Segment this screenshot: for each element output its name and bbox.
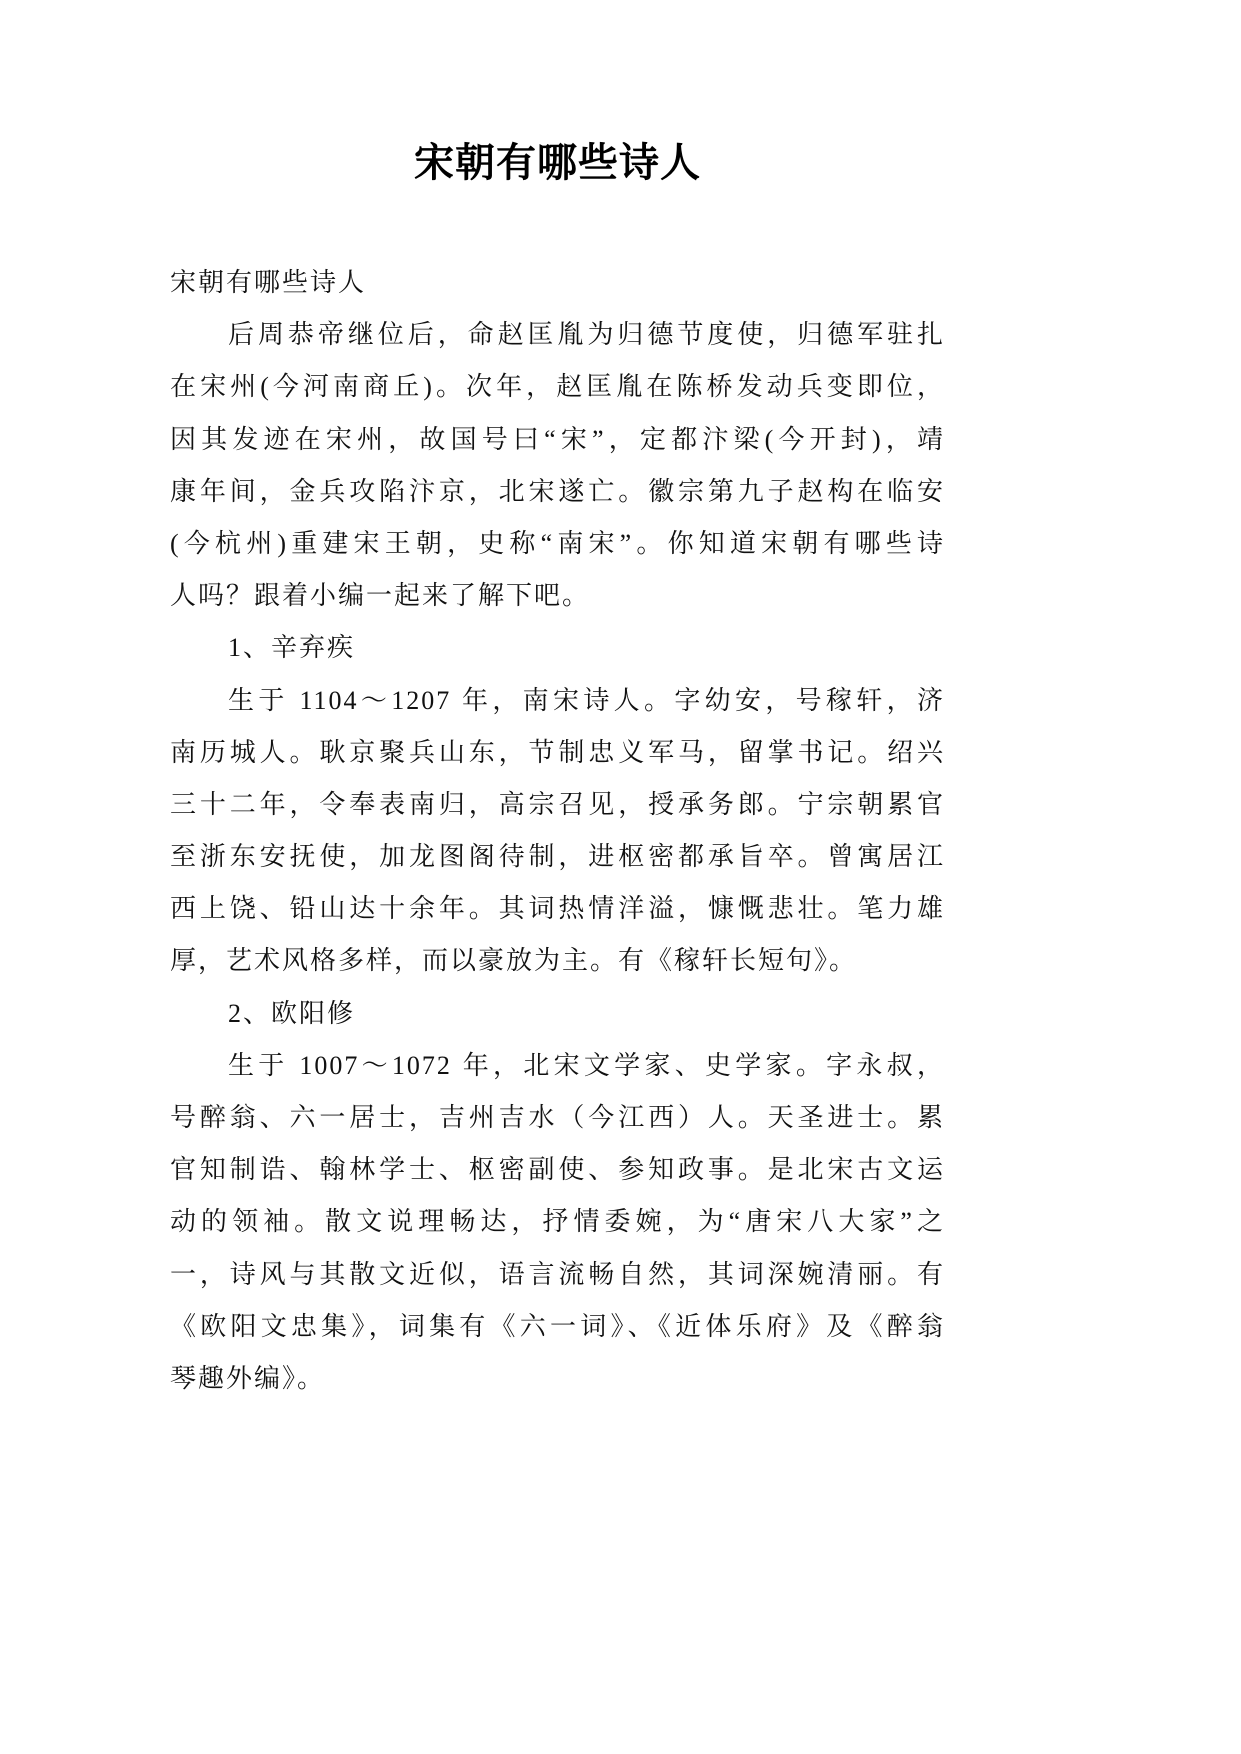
document-body [170, 257, 945, 1405]
paragraph-line: 在宋州(今河南商丘)。次年，赵匡胤在陈桥发动兵变即位， [170, 372, 945, 402]
paragraph-line: 琴趣外编》。 [170, 1363, 326, 1393]
document-title: 宋朝有哪些诗人 [414, 140, 701, 185]
paragraph-line: 三十二年，令奉表南归，高宗召见，授承务郎。宁宗朝累官 [170, 789, 945, 819]
section-paragraph-ouyang-xiu [170, 1040, 945, 1405]
paragraph-line: 号醉翁、六一居士，吉州吉水（今江西）人。天圣进士。累 [170, 1103, 945, 1132]
section-heading-ouyang-xiu: 2、欧阳修 [228, 998, 356, 1028]
paragraph-line: 康年间，金兵攻陷汴京，北宋遂亡。徽宗第九子赵构在临安 [170, 476, 945, 506]
paragraph-line: (今杭州)重建宋王朝，史称“南宋”。你知道宋朝有哪些诗 [170, 528, 945, 558]
paragraph-line: 动的领袖。散文说理畅达，抒情委婉，为“唐宋八大家”之 [170, 1207, 945, 1237]
section-heading-xin-qiji: 1、辛弃疾 [228, 633, 356, 663]
paragraph-line: 生于 1104～1207 年，南宋诗人。字幼安，号稼轩，济 [228, 685, 945, 715]
paragraph-line: 一，诗风与其散文近似，语言流畅自然，其词深婉清丽。有 [170, 1259, 945, 1289]
paragraph-line: 生于 1007～1072 年，北宋文学家、史学家。字永叔， [228, 1050, 945, 1080]
intro-paragraph [170, 309, 945, 622]
paragraph-line: 西上饶、铅山达十余年。其词热情洋溢，慷慨悲壮。笔力雄 [170, 894, 945, 924]
article-heading: 宋朝有哪些诗人 [170, 268, 367, 297]
paragraph-line: 南历城人。耿京聚兵山东，节制忠义军马，留掌书记。绍兴 [170, 737, 945, 767]
paragraph-line: 因其发迹在宋州，故国号曰“宋”，定都汴梁(今开封)，靖 [170, 424, 945, 454]
paragraph-line: 至浙东安抚使，加龙图阁待制，进枢密都承旨卒。曾寓居江 [170, 842, 945, 872]
paragraph-line: 厚，艺术风格多样，而以豪放为主。有《稼轩长短句》。 [170, 946, 858, 976]
paragraph-line: 后周恭帝继位后，命赵匡胤为归德节度使，归德军驻扎 [228, 320, 945, 350]
paragraph-line: 《欧阳文忠集》，词集有《六一词》、《近体乐府》及《醉翁 [170, 1311, 945, 1341]
paragraph-line: 人吗？跟着小编一起来了解下吧。 [170, 581, 591, 611]
paragraph-line: 官知制诰、翰林学士、枢密副使、参知政事。是北宋古文运 [170, 1155, 945, 1185]
section-paragraph-xin-qiji [170, 675, 945, 988]
